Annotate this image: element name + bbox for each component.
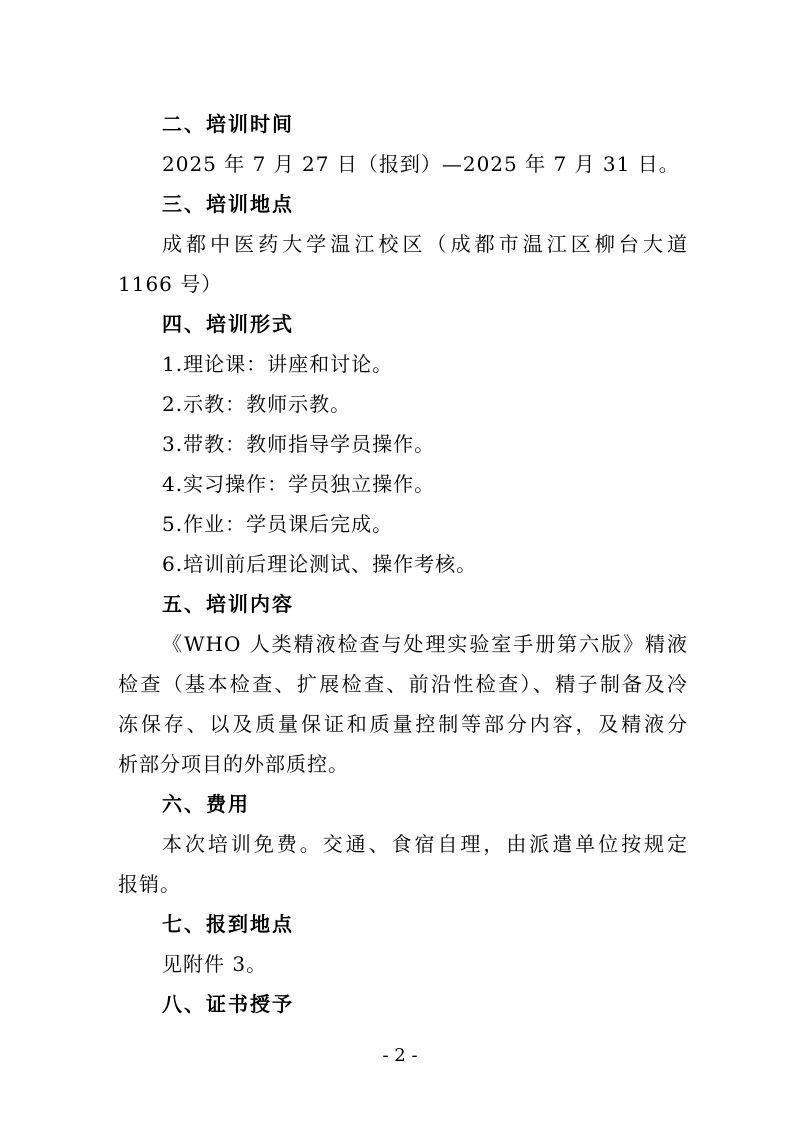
registration-location-text: 见附件 3。 (162, 952, 268, 976)
heading-training-time: 二、培训时间 (162, 112, 294, 136)
heading-registration-location: 七、报到地点 (162, 912, 294, 936)
heading-training-location: 三、培训地点 (162, 192, 294, 216)
page-number: - 2 - (382, 1045, 418, 1066)
content-text-line-2: 检查（基本检查、扩展检查、前沿性检查）、精子制备及冷 (118, 672, 688, 696)
format-item-3: 3.带教：教师指导学员操作。 (162, 432, 436, 456)
format-item-4: 4.实习操作：学员独立操作。 (162, 472, 436, 496)
heading-training-content: 五、培训内容 (162, 592, 294, 616)
training-location-text-line-2: 1166 号） (118, 272, 223, 296)
heading-training-format: 四、培训形式 (162, 312, 294, 336)
training-time-text: 2025 年 7 月 27 日（报到）—2025 年 7 月 31 日。 (162, 152, 680, 176)
fees-text-line-1: 本次培训免费。交通、食宿自理，由派遣单位按规定 (162, 832, 688, 856)
content-text-line-4: 析部分项目的外部质控。 (118, 752, 349, 776)
format-item-5: 5.作业：学员课后完成。 (162, 512, 394, 536)
content-text-line-1: 《WHO 人类精液检查与处理实验室手册第六版》精液 (162, 632, 688, 656)
format-item-6: 6.培训前后理论测试、操作考核。 (162, 552, 478, 576)
format-item-2: 2.示教：教师示教。 (162, 392, 352, 416)
content-text-line-3: 冻保存、以及质量保证和质量控制等部分内容，及精液分 (118, 712, 688, 736)
heading-fees: 六、费用 (162, 792, 250, 816)
format-item-1: 1.理论课：讲座和讨论。 (162, 352, 394, 376)
heading-certificate: 八、证书授予 (162, 992, 294, 1016)
fees-text-line-2: 报销。 (118, 872, 181, 896)
training-location-text-line-1: 成都中医药大学温江校区（成都市温江区柳台大道 (162, 232, 688, 256)
